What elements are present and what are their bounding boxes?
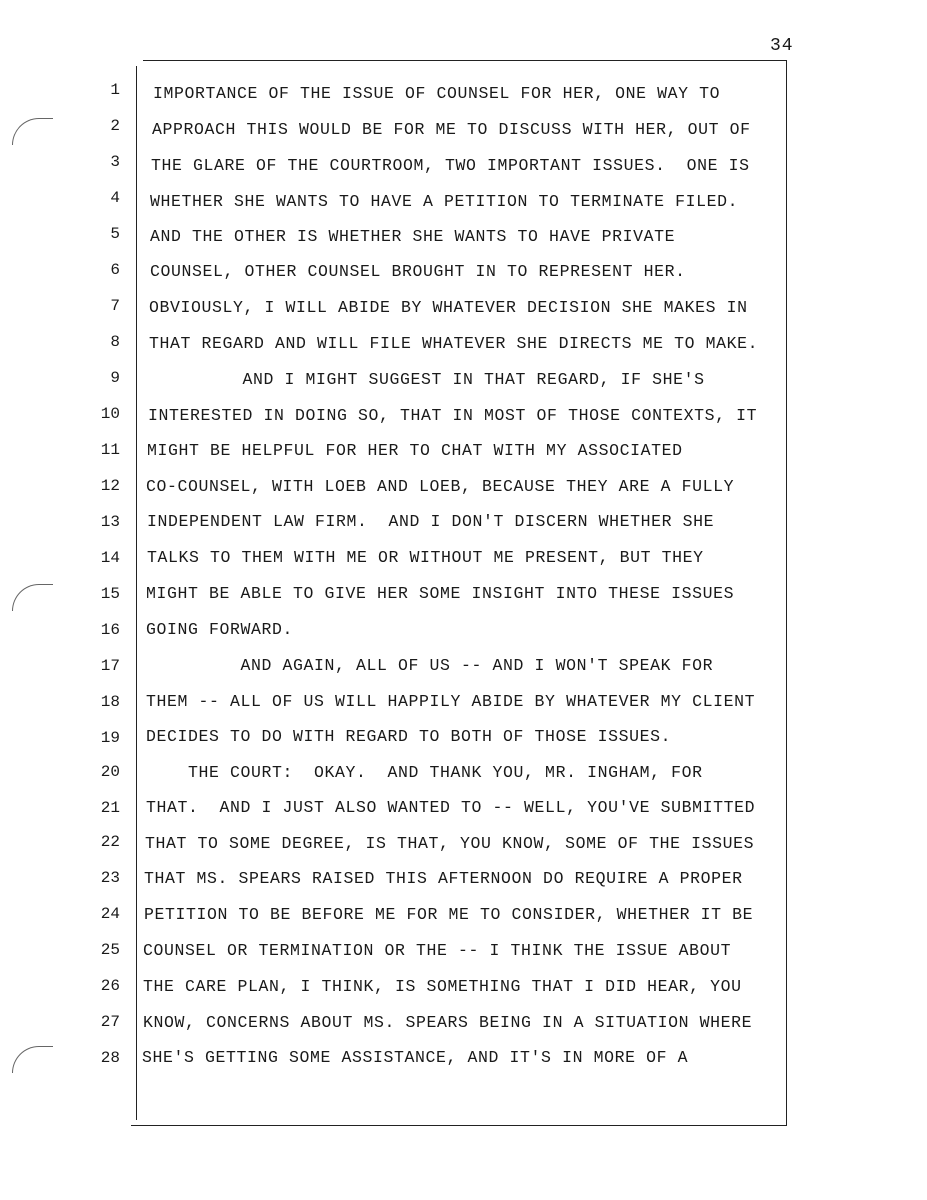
transcript-line: THAT REGARD AND WILL FILE WHATEVER SHE DIRECTS ME TO MAKE. [149,334,759,353]
transcript-line: APPROACH THIS WOULD BE FOR ME TO DISCUSS WITH HER, OUT OF [152,120,751,139]
transcript-line: AND THE OTHER IS WHETHER SHE WANTS TO HAVE PRIVATE [150,227,676,246]
line-number: 19 [100,729,120,747]
transcript-line: DECIDES TO DO WITH REGARD TO BOTH OF THOSE ISSUES. [146,727,672,746]
transcript-line: SHE'S GETTING SOME ASSISTANCE, AND IT'S IN MORE OF A [142,1048,689,1067]
transcript-line: THE CARE PLAN, I THINK, IS SOMETHING THAT I DID HEAR, YOU [143,977,742,996]
transcript-line: THEM -- ALL OF US WILL HAPPILY ABIDE BY WHATEVER MY CLIENT [146,692,756,711]
transcript-line: TALKS TO THEM WITH ME OR WITHOUT ME PRESENT, BUT THEY [147,548,704,567]
transcript-line: WHETHER SHE WANTS TO HAVE A PETITION TO TERMINATE FILED. [150,192,739,211]
line-number: 2 [110,117,120,135]
line-number: 16 [100,621,120,639]
transcript-line: THAT TO SOME DEGREE, IS THAT, YOU KNOW, SOME OF THE ISSUES [145,834,755,853]
transcript-line: INDEPENDENT LAW FIRM. AND I DON'T DISCERN WHETHER SHE [147,512,715,531]
line-number: 28 [100,1049,120,1067]
page-number: 34 [770,36,794,56]
line-number: 13 [100,513,120,531]
line-number: 7 [110,297,120,315]
line-number: 20 [100,763,120,781]
line-number: 4 [110,189,120,207]
transcript-line: MIGHT BE HELPFUL FOR HER TO CHAT WITH MY ASSOCIATED [147,441,683,460]
transcript-line: IMPORTANCE OF THE ISSUE OF COUNSEL FOR HER, ONE WAY TO [153,84,721,103]
line-number: 9 [110,369,120,387]
line-number: 21 [100,799,120,817]
transcript-line: AND AGAIN, ALL OF US -- AND I WON'T SPEAK FOR [146,656,714,675]
transcript-line: CO-COUNSEL, WITH LOEB AND LOEB, BECAUSE THEY ARE A FULLY [146,477,735,496]
transcript-line: GOING FORWARD. [146,620,294,639]
line-number: 25 [100,941,120,959]
transcript-line: KNOW, CONCERNS ABOUT MS. SPEARS BEING IN A SITUATION WHERE [143,1013,753,1032]
transcript-line: COUNSEL OR TERMINATION OR THE -- I THINK THE ISSUE ABOUT [143,941,732,960]
line-number: 23 [100,869,120,887]
transcript-line: THAT. AND I JUST ALSO WANTED TO -- WELL, YOU'VE SUBMITTED [146,798,756,817]
line-number: 5 [110,225,120,243]
line-number: 17 [100,657,120,675]
line-number: 18 [100,693,120,711]
line-number: 10 [100,405,120,423]
transcript-line: COUNSEL, OTHER COUNSEL BROUGHT IN TO REPRESENT HER. [150,262,686,281]
transcript-line: THE COURT: OKAY. AND THANK YOU, MR. INGHAM, FOR [146,763,703,782]
line-number: 3 [110,153,120,171]
line-number: 22 [100,833,120,851]
line-number: 8 [110,333,120,351]
line-number: 24 [100,905,120,923]
line-number: 15 [100,585,120,603]
transcript-line: MIGHT BE ABLE TO GIVE HER SOME INSIGHT INTO THESE ISSUES [146,584,735,603]
line-number: 6 [110,261,120,279]
line-number: 1 [110,81,120,99]
line-number: 27 [100,1013,120,1031]
line-number: 26 [100,977,120,995]
line-number: 14 [100,549,120,567]
line-number: 12 [100,477,120,495]
transcript-line: OBVIOUSLY, I WILL ABIDE BY WHATEVER DECISION SHE MAKES IN [149,298,748,317]
line-number: 11 [100,441,120,459]
transcript-line: THE GLARE OF THE COURTROOM, TWO IMPORTANT ISSUES. ONE IS [151,156,750,175]
transcript-line: THAT MS. SPEARS RAISED THIS AFTERNOON DO REQUIRE A PROPER [144,869,743,888]
transcript-line: PETITION TO BE BEFORE ME FOR ME TO CONSIDER, WHETHER IT BE [144,905,754,924]
transcript-line: AND I MIGHT SUGGEST IN THAT REGARD, IF SHE'S [148,370,705,389]
transcript-line: INTERESTED IN DOING SO, THAT IN MOST OF THOSE CONTEXTS, IT [148,406,758,425]
